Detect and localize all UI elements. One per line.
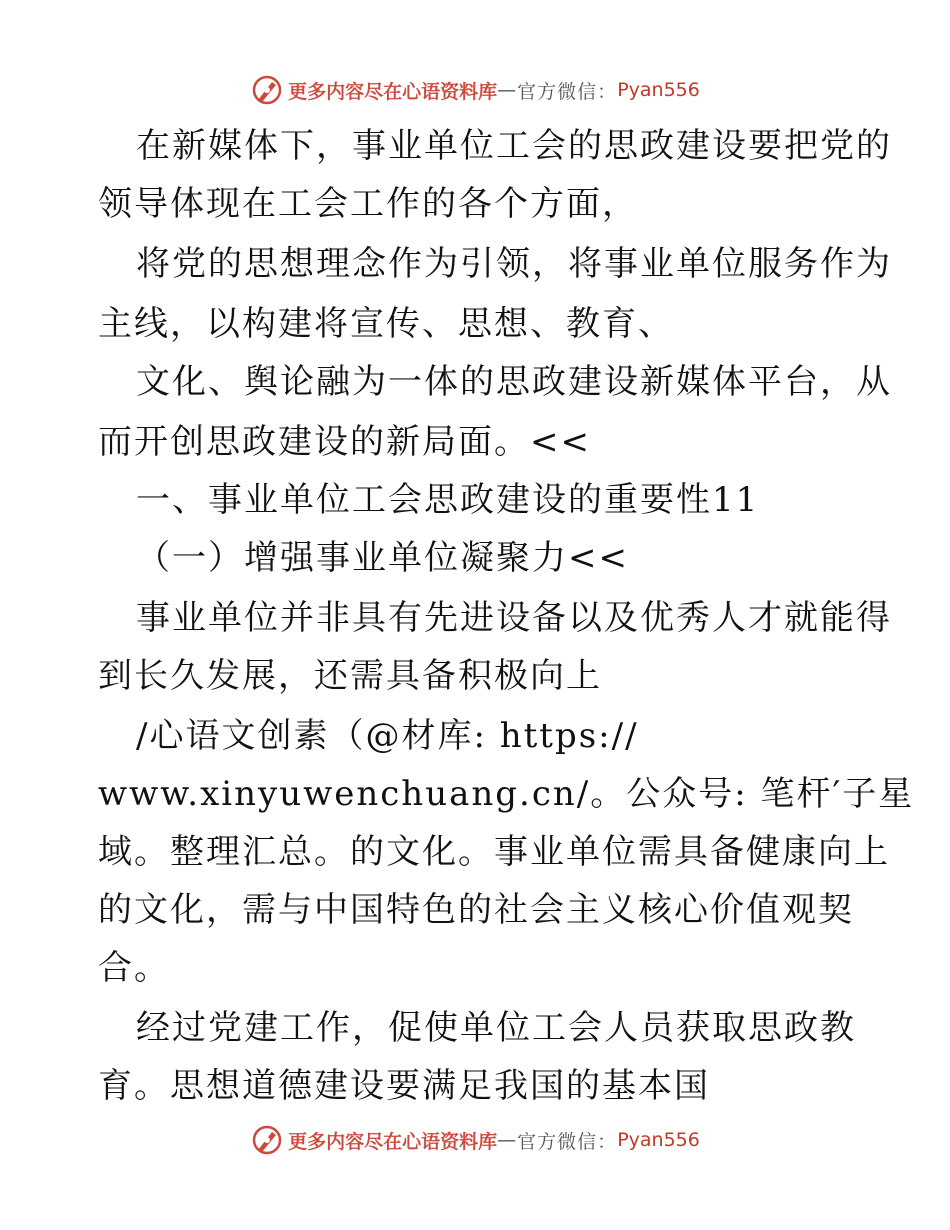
body-line: /心语文创素（@材库: https://: [136, 716, 639, 756]
body-line: 到长久发展，还需具备积极向上: [98, 656, 602, 696]
body-line: 合。: [98, 948, 170, 988]
banner-wechat-id: Pyan556: [617, 1129, 700, 1151]
subsection-heading: （一）增强事业单位凝聚力<<: [136, 538, 629, 578]
banner-main-text: 更多内容尽在心语资料库: [288, 80, 498, 103]
banner-wechat-label: 官方微信：: [517, 80, 618, 103]
body-line: 文化、舆论融为一体的思政建设新媒体平台，从: [136, 362, 892, 402]
body-line: 域。整理汇总。的文化。事业单位需具备健康向上: [98, 832, 890, 872]
body-line: www.xinyuwenchuang.cn/。公众号: 笔杆′子星: [98, 774, 915, 814]
body-line: 育。思想道德建设要满足我国的基本国: [98, 1066, 710, 1106]
body-line: 事业单位并非具有先进设备以及优秀人才就能得: [136, 598, 892, 638]
body-line: 的文化，需与中国特色的社会主义核心价值观契: [98, 890, 854, 930]
banner-dash: —: [497, 79, 518, 101]
banner-wechat-id: Pyan556: [617, 79, 700, 101]
body-line: 而开创思政建设的新局面。<<: [98, 422, 591, 462]
section-heading: 一、事业单位工会思政建设的重要性11: [136, 480, 760, 520]
banner-dash: —: [497, 1129, 518, 1151]
body-line: 主线，以构建将宣传、思想、教育、: [98, 304, 674, 344]
body-line: 将党的思想理念作为引领，将事业单位服务作为: [136, 244, 892, 284]
banner-main-text: 更多内容尽在心语资料库: [288, 1130, 498, 1153]
pen-logo-icon: [250, 1123, 284, 1157]
body-line: 在新媒体下，事业单位工会的思政建设要把党的: [136, 126, 892, 166]
body-line: 领导体现在工会工作的各个方面，: [98, 184, 638, 224]
banner-wechat-label: 官方微信：: [517, 1130, 618, 1153]
body-line: 经过党建工作，促使单位工会人员获取思政教: [136, 1008, 856, 1048]
footer-banner: [0, 1120, 950, 1160]
